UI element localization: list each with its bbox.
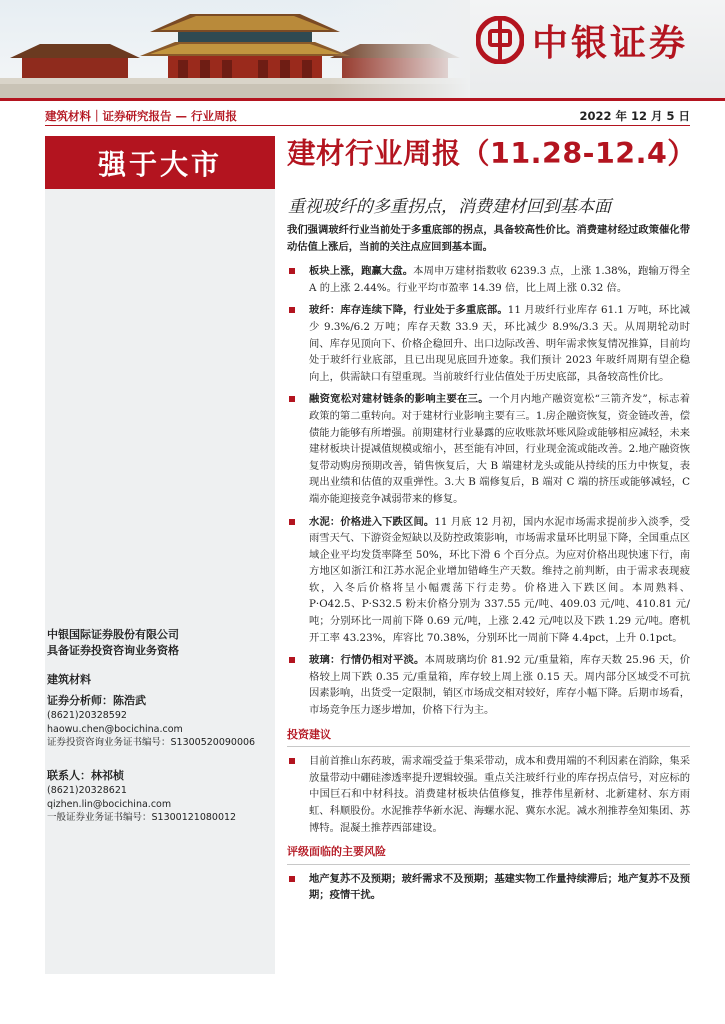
bullet-text: 本周玻璃均价 81.92 元/重量箱，库存天数 25.96 天，价格较上周下跌 0.35 元/重量箱，库存较上周上涨 0.15 天。周内部分区域受不可抗因素影响，出货受一定限制，销区市场成交相对较好，库存小幅下降。后期市场看，市场竞争压力逐步增加，价格下行为主。: [309, 654, 690, 717]
lead-paragraph: 我们强调玻纤行业当前处于多重底部的拐点，具备较高性价比。消费建材经过政策催化带动估值上涨后，当前的关注点应回到基本面。: [287, 224, 690, 253]
analyst-phone: (8621)20328592: [47, 710, 127, 721]
header-red-rule: [0, 98, 725, 101]
rating-badge: [45, 136, 275, 189]
report-subtitle: 重视玻纤的多重拐点，消费建材回到基本面: [288, 197, 611, 217]
left-sidebar-panel: [45, 189, 275, 974]
report-body: [287, 222, 690, 910]
risk-body: 地产复苏不及预期；玻纤需求不及预期；基建实物工作量持续滞后；地产复苏不及预期；疫情干扰。: [309, 872, 690, 902]
risk-text: [287, 871, 690, 904]
bullet-text: 本周申万建材指数收 6239.3 点，上涨 1.38%，跑输万得全 A 的上涨 2.44%。行业平均市盈率 14.39 倍，比上周上涨 0.32 倍。: [309, 265, 691, 294]
header-banner: [0, 0, 725, 98]
analyst-block: [47, 692, 273, 750]
analyst-license: 证券投资咨询业务证书编号：S1300520090006: [47, 737, 256, 748]
breadcrumb: 建筑材料｜证券研究报告 — 行业周报: [45, 109, 238, 123]
report-title: 建材行业周报（11.28-12.4）: [287, 137, 697, 170]
contact-phone: (8621)20328621: [47, 785, 127, 796]
bullet-heading: 板块上涨，跑赢大盘。: [309, 265, 414, 278]
analyst-email[interactable]: haowu.chen@bocichina.com: [47, 723, 183, 735]
bullet-text: 11 月底 12 月初，国内水泥市场需求提前步入淡季，受雨雪天气、下游资金短缺以及防控政策影响，市场需求量环比明显下降，全国重点区域企业平均发货率降至 50%，环比下滑 6 个百分点。为应对价格出现快速下行，南方地区如浙江和江苏水泥企业增加错峰生产天数。维持之前判断，由于需求表现疲软，入冬后价格将呈小幅震荡下行走势。价格进入下跌区间。本周熟料、P·O42.5、P·S32.5 粉末价格分别为 337.55 元/吨、409.03 元/吨、410.81 元/吨；分别环比一周前下降 0.69 元/吨，上涨 2.42 元/吨以及下跌 1.29 元/吨。磨机开工率 43.23%，库容比 70.38%，分别环比一周前下降 4.4pct，上升 0.1pct。: [309, 515, 690, 644]
bullet-item: [287, 263, 690, 296]
report-subheader: [45, 106, 690, 124]
bullet-text: 11 月玻纤行业库存 61.1 万吨，环比减少 9.3%/6.2 万吨；库存天数 33.9 天，环比减少 8.9%/3.3 天。从周期轮动时间、库存见顶向下、价格企稳回升、出口边际改善、明年需求恢复情况推算，目前均处于玻纤行业底部，且已出现见底回升迹象。我们预计 2023 年玻纤周期有望企稳向上，供需缺口有望重现。当前玻纤行业估值处于历史底部，具备较高性价比。: [309, 304, 690, 383]
bullet-item: [287, 514, 690, 647]
bullet-heading: 玻纤：库存连续下降，行业处于多重底部。: [309, 304, 508, 317]
subheader-rule: [45, 125, 690, 126]
analyst-name: 证券分析师：陈浩武: [47, 694, 146, 707]
bank-of-china-emblem-icon: [476, 16, 524, 64]
bullet-item: [287, 391, 690, 507]
forbidden-city-photo: [0, 0, 470, 98]
logo-text: 中银证券: [532, 22, 689, 64]
bullet-heading: 水泥：价格进入下跌区间。: [309, 515, 435, 528]
report-date: 2022 年 12 月 5 日: [579, 109, 690, 123]
firm-name: 中银国际证券股份有限公司: [47, 628, 179, 641]
firm-qualification: 具备证券投资咨询业务资格: [47, 644, 179, 657]
contact-email[interactable]: qizhen.lin@bocichina.com: [47, 798, 172, 810]
bullet-heading: 融资宽松对建材链条的影响主要在三。: [309, 393, 489, 406]
boc-securities-logo: [476, 14, 688, 66]
risk-heading: 评级面临的主要风险: [287, 844, 690, 865]
bullet-heading: 玻璃：行情仍相对平淡。: [309, 654, 425, 667]
sector-label: 建筑材料: [47, 673, 91, 686]
bullet-item: [287, 302, 690, 385]
bullet-text: 一个月内地产融资宽松“三箭齐发”，标志着政策的第二重转向。对于建材行业影响主要有三。1.房企融资恢复，资金链改善，偿债能力能够有所增强。前期建材行业暴露的应收账款坏账风险或能够相应减轻，未来建材板块计提减值规模或缩小，甚至能有冲回，行业现金流或能改善。2.地产融资恢复带动购房预期改善，销售恢复后，大 B 端建材龙头或能从持续的压力中恢复，表现出业绩和估值的双重弹性。3.大 B 端修复后，B 端对 C 端的挤压或能够减轻，C 端亦能迎接竞争减弱带来的修复。: [309, 393, 691, 505]
contact-license: 一般证券业务证书编号：S1300121080012: [47, 812, 237, 823]
rating-text: 强于大市: [97, 147, 222, 181]
firm-info: [47, 627, 273, 659]
investment-advice-body: 目前首推山东药玻，需求端受益于集采带动，成本和费用端的不利因素在消除，集采放量带动中硼硅渗透率提升逻辑较强。重点关注玻纤行业的库存拐点信号，对应标的中国巨石和中材科技。消费建材板块估值修复，推荐伟星新材、北新建材、东方雨虹、科顺股份。水泥推荐华新水泥、海螺水泥、冀东水泥。减水剂推荐垒知集团、苏博特。混凝土推荐西部建设。: [309, 755, 690, 834]
contact-block: [47, 767, 273, 825]
contact-name: 联系人：林祁桢: [47, 769, 124, 782]
investment-advice-text: [287, 753, 690, 836]
bullet-item: [287, 652, 690, 718]
investment-advice-heading: 投资建议: [287, 727, 690, 748]
